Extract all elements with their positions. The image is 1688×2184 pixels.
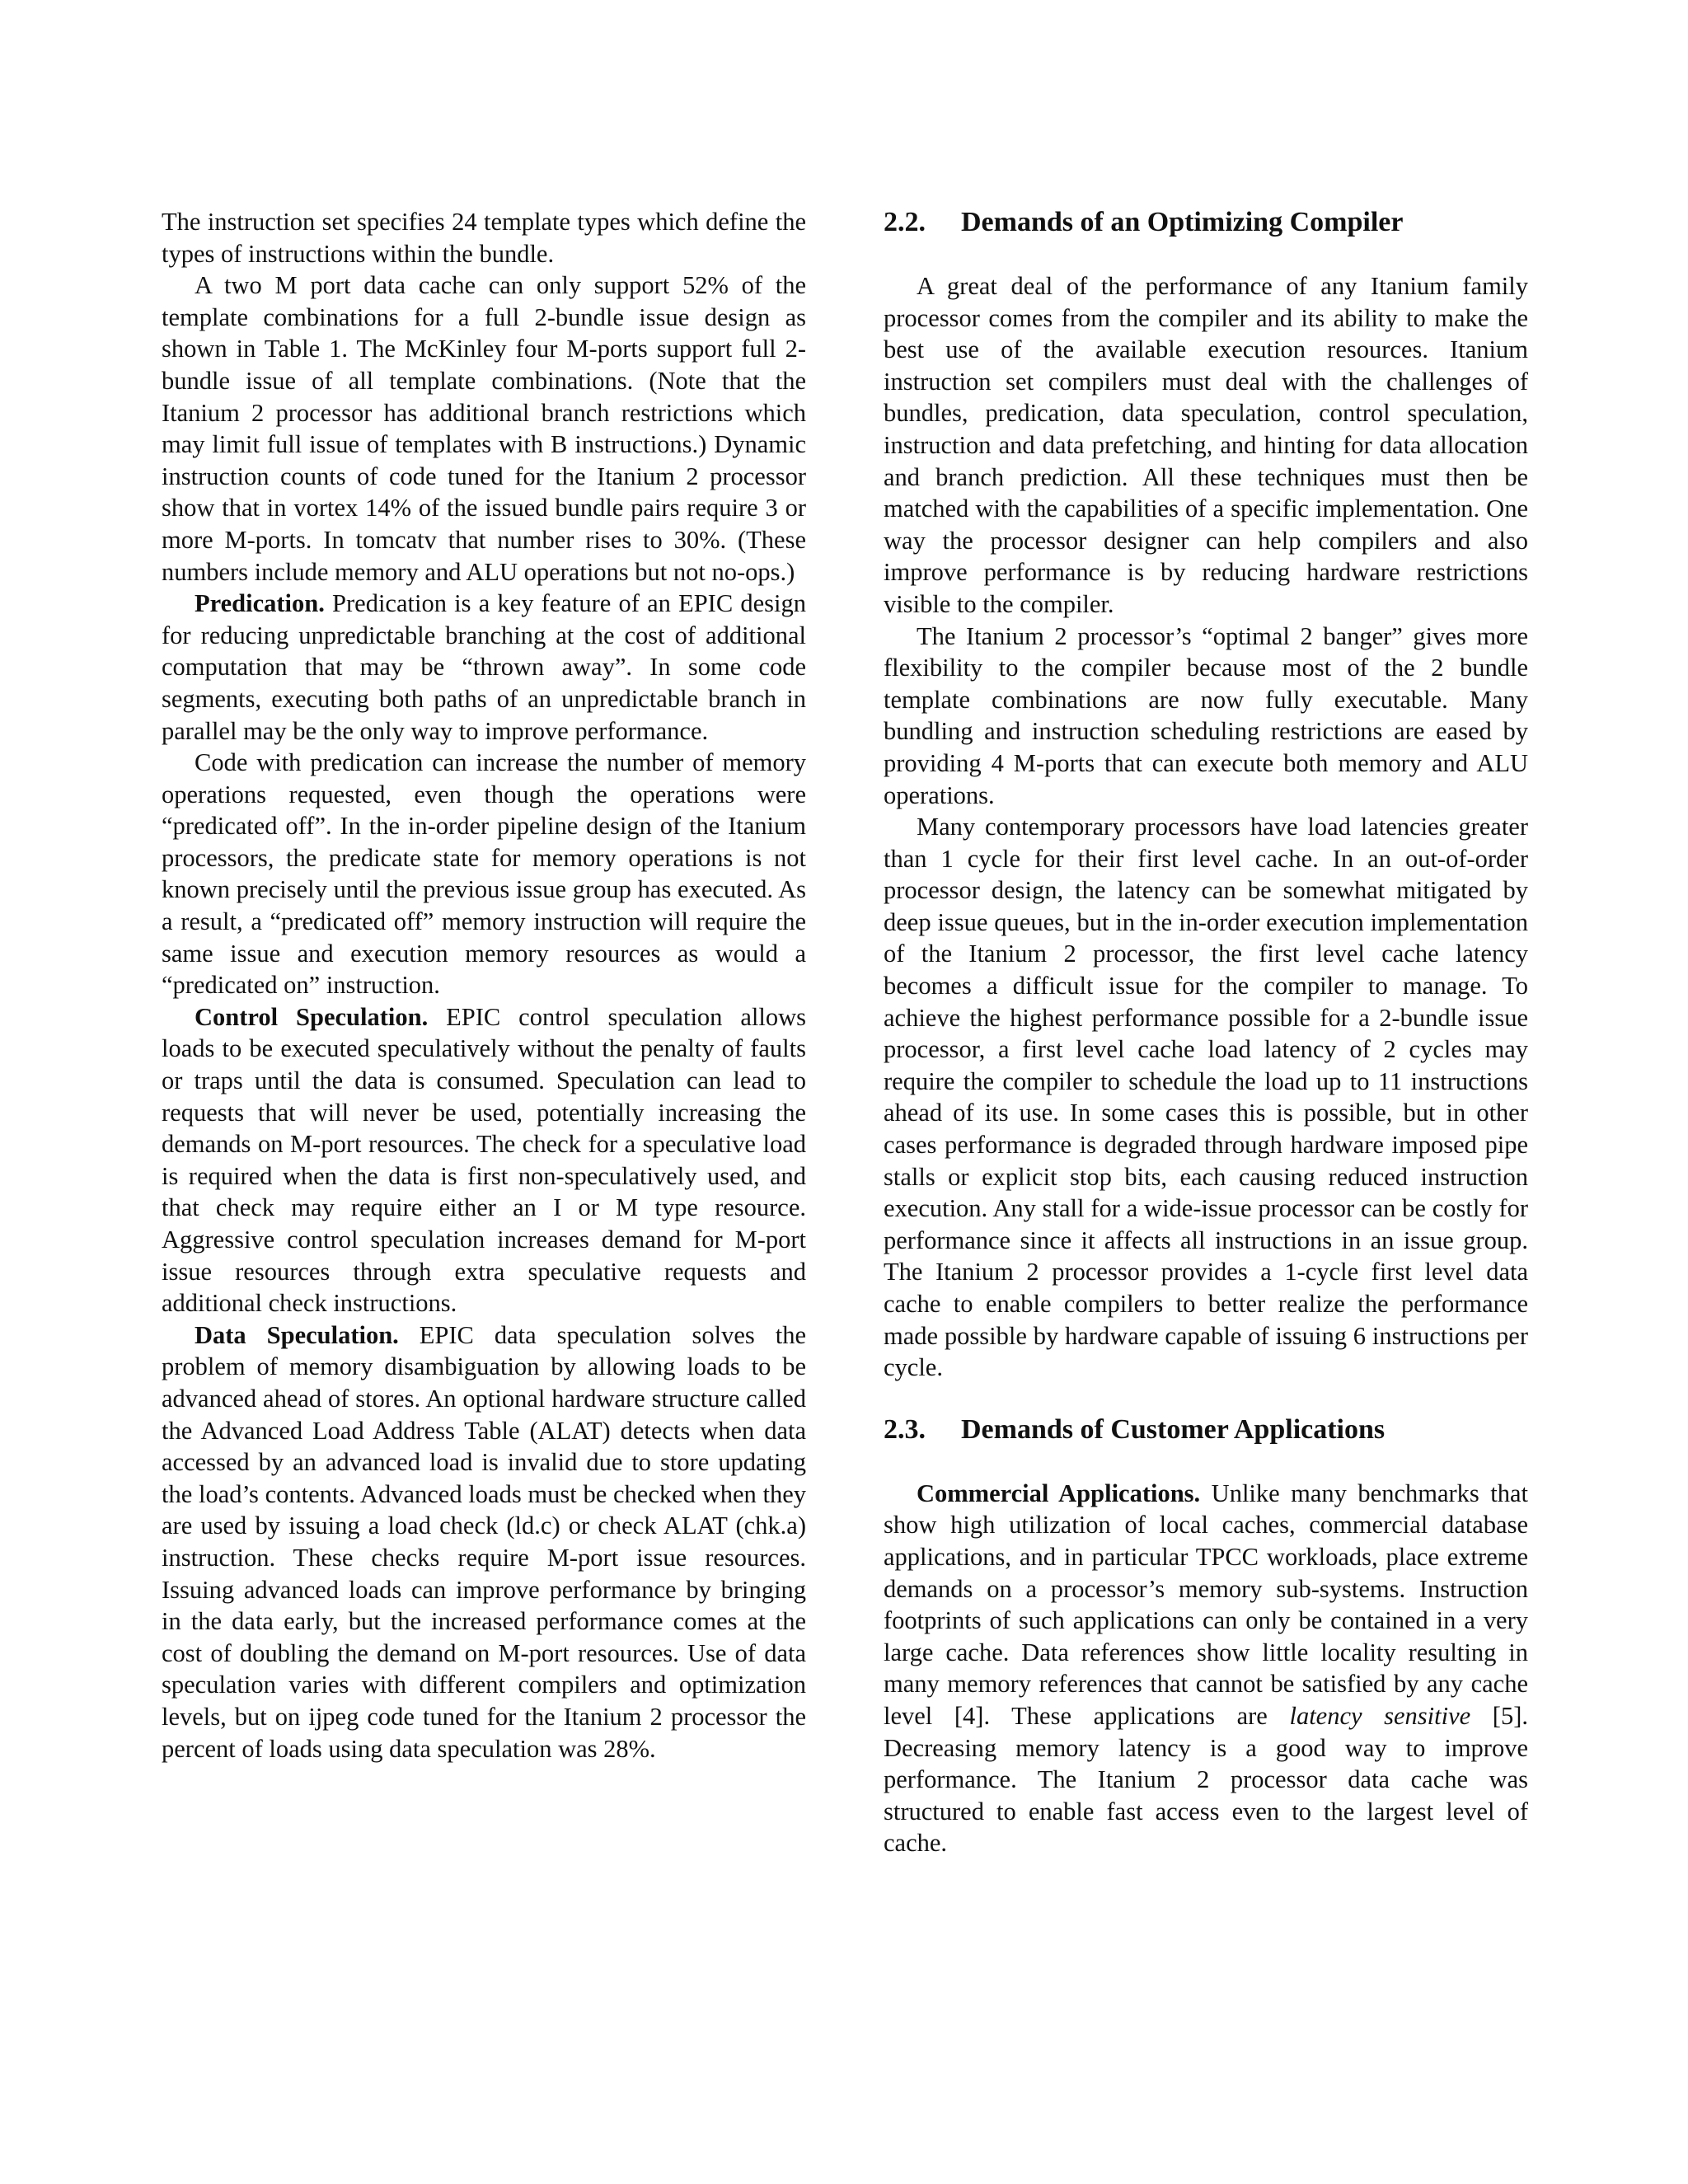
optimal-2-banger-paragraph: The Itanium 2 processor’s “optimal 2 banger” gives more flexibility to the compiler because most of the 2 bundle template combinations are now fully executable. Many bundling and instruction scheduling restrictions are eased by providing 4 M-ports that can execute both memory and ALU operations. (884, 621, 1528, 809)
left-column (162, 206, 806, 1765)
right-column (884, 206, 1528, 1859)
control-speculation-text: EPIC control speculation allows loads to be executed speculatively without the penalty of faults or traps until the data is consumed. Speculation can lead to requests that will never be used, potentially increasing the demands on M-port resources. The check for a speculative load is required when the data is first non-speculatively used, and that check may require either an I or M type resource. Aggressive control speculation increases demand for M-port issue resources through extra speculative requests and additional check instructions. (162, 1002, 806, 1318)
data-speculation-text: EPIC data speculation solves the problem of memory disambiguation by allowing loads to be advanced ahead of stores. An optional hardware structure called the Advanced Load Address Table (ALAT) detects when data accessed by an advanced load is invalid due to store updating the load’s contents. Advanced loads must be checked when they are used by issuing a load check (ld.c) or check ALAT (chk.a) instruction. These checks require M-port issue resources. Issuing advanced loads can improve performance by bringing in the data early, but the increased performance comes at the cost of doubling the demand on M-port resources. Use of data speculation varies with different compilers and optimization levels, but on ijpeg code tuned for the Itanium 2 processor the percent of loads using data speculation was 28%. (162, 1320, 806, 1763)
data-speculation-run-in-heading: Data Speculation. (195, 1320, 399, 1349)
m-port-cache-paragraph: A two M port data cache can only support 52% of the template combinations for a full 2-bundle issue design as shown in Table 1. The McKinley four M-ports support full 2-bundle issue of all template combinations. (Note that the Itanium 2 processor has additional branch restrictions which may limit full issue of templates with B instructions.) Dynamic instruction counts of code tuned for the Itanium 2 processor show that in vortex 14% of the issued bundle pairs require 3 or more M-ports. In tomcatv that number rises to 30%. (These numbers include memory and ALU operations but not no-ops.) (162, 271, 806, 586)
compiler-performance-paragraph: A great deal of the performance of any Itanium family processor comes from the compiler and its ability to make the best use of the available execution resources. Itanium instruction set compilers must deal with the challenges of bundles, predication, data speculation, control speculation, instruction and data prefetching, and hinting for data allocation and branch prediction. All these techniques must then be matched with the capabilities of a specific implementation. One way the processor designer can help compilers and also improve performance is by reducing hardware restrictions visible to the compiler. (884, 272, 1528, 618)
load-latency-paragraph: Many contemporary processors have load latencies greater than 1 cycle for their first level cache. In an out-of-order processor design, the latency can be somewhat mitigated by deep issue queues, but in the in-order execution implementation of the Itanium 2 processor, the first level cache latency becomes a difficult issue for the compiler to manage. To achieve the highest performance possible for a 2-bundle issue processor, a first level cache load latency of 2 cycles may require the compiler to schedule the load up to 11 instructions ahead of its use. In some cases this is possible, but in other cases performance is degraded through hardware imposed pipe stalls or explicit stop bits, each causing reduced instruction execution. Any stall for a wide-issue processor can be costly for performance since it affects all instructions in an issue group. The Itanium 2 processor provides a 1-cycle first level data cache to enable compilers to better realize the performance made possible by hardware capable of issuing 6 instructions per cycle. (884, 813, 1528, 1382)
spacer (884, 1384, 1528, 1413)
section-number-2-2: 2.2. (884, 207, 926, 237)
data-speculation-paragraph (162, 1319, 806, 1765)
section-title-2-2: Demands of an Optimizing Compiler (961, 207, 1404, 237)
template-types-paragraph: The instruction set specifies 24 template types which define the types of instructions within the bundle. (162, 208, 806, 268)
commercial-applications-text-b: [5]. Decreasing memory latency is a good way to improve performance. The Itanium 2 processor data cache was structured to enable fast access even to the largest level of cache. (884, 1701, 1528, 1858)
section-number-2-3: 2.3. (884, 1413, 926, 1445)
predication-run-in-heading: Predication. (195, 589, 325, 618)
spacer (884, 239, 1528, 270)
predication-memory-paragraph: Code with predication can increase the number of memory operations requested, even though the operations were “predicated off”. In the in-order pipeline design of the Itanium processors, the predicate state for memory operations is not known precisely until the previous issue group has executed. As a result, a “predicated off” memory instruction will require the same issue and execution memory resources as would a “predicated on” instruction. (162, 748, 806, 1000)
predication-paragraph (162, 588, 806, 747)
commercial-applications-run-in-heading: Commercial Applications. (917, 1479, 1201, 1507)
section-title-2-3: Demands of Customer Applications (961, 1413, 1386, 1445)
control-speculation-run-in-heading: Control Speculation. (195, 1002, 429, 1031)
section-heading-2-2 (884, 206, 1528, 239)
section-heading-2-3 (884, 1413, 1528, 1446)
control-speculation-paragraph (162, 1001, 806, 1319)
predication-text: Predication is a key feature of an EPIC design for reducing unpredictable branching at the cost of additional computation that may be “thrown away”. In some code segments, executing both paths of an unpredictable branch in parallel may be the only way to improve performance. (162, 589, 806, 745)
spacer (884, 1446, 1528, 1478)
commercial-applications-text-a: Unlike many benchmarks that show high utilization of local caches, commercial database applications, and in particular TPCC workloads, place extreme demands on a processor’s memory sub-systems. Instruction footprints of such applications can only be contained in a very large cache. Data references show little locality resulting in many memory references that cannot be satisfied by any cache level [4]. These applications are (884, 1479, 1528, 1730)
latency-sensitive-emphasis: latency sensitive (1289, 1701, 1471, 1730)
commercial-applications-paragraph (884, 1478, 1528, 1859)
